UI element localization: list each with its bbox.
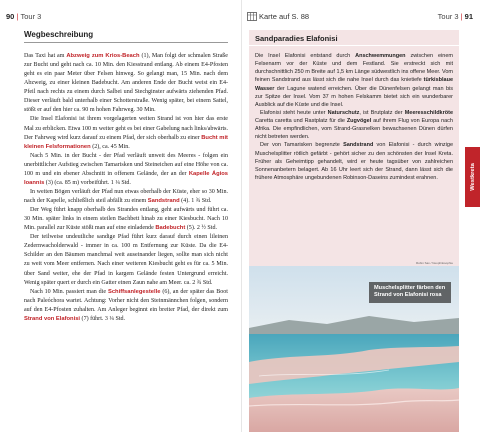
highlighted-term: Bucht mit kleinen Felsformationen [24,134,228,150]
beach-photo [249,266,459,432]
info-box-paragraph [255,141,453,182]
paragraph-text: Nach 5 Min. in der Bucht - der Pfad verläuft unweit des Meeres - folgen ein unerbittlicher Aufstieg zwischen Tamarisken und Steineichen auf eine Höhe von ca. 100 m und ein ebener Abschnitt in offenem Gelände, der an der [24,152,228,177]
route-description-paragraph [24,52,228,115]
highlighted-term: Kapelle Ágios Ioannis [24,170,228,186]
paragraph-text: Die Insel Elafonisi ist ihrem vorgelagerten weiten Strand ist von hier das erste Mal zu erblicken. Etwa 100 m weiter geht es bei einer Gabelung nach links/abwärts. Der Fahrweg wird kurz darauf zu einem Pfad, der sich oberhalb zu einer [24,116,229,141]
paragraph-text: (1), Man folgt der schmalen Straße zur Bucht und geht nach ca. 10 Min. den Kiesstrand entlang. Ab einem E4-Pfosten geht es ein paar Meter über Felsen hinweg. So gelangt man, 15 Min. nach dem Abzweig, zu einer kleinen Badebucht. Am anderen Ende der Bucht weist ein E4-Pfeil nach rechts zu einem durch Salbei und Stechginster aufwärts ziehenden Pfad. Dieser verläuft bald unterhalb einer Schotterstraße. Wenig später, bei einem Sattel, stößt er auf den hier ca. 90 m hohen Fahrweg. 30 Min. [24,53,228,114]
photo-credit: Robin Sax / Neophilosophie [415,261,453,265]
right-page-number: 91 [464,12,473,21]
paragraph-text: , ist Brutplatz der [359,109,405,116]
highlighted-term: Sandstrand [343,142,374,149]
highlighted-term: Anschwemmungen [355,53,406,59]
highlighted-term: türkisblaue Wasser [255,77,453,92]
highlighted-term: Strand von Elafonisi [24,315,81,322]
map-reference-text: Karte auf S. 88 [259,12,310,21]
paragraph-text: Der von Tamarisken begrenzte [260,142,344,149]
route-description-paragraph [24,233,228,287]
left-page-number: 90 [6,12,15,21]
paragraph-text: der Lagune watend erreichen. Über die Dünenfelsen gelangt man bis zur Spitze der Insel. Vom 37 m hohen Felskamm bietet sich ein wunderbarer Ausblick auf die Küste und die Insel. [255,85,453,108]
highlighted-term: Abzweig zum Krios-Beach [66,53,140,59]
paragraph-text: (3) (ca. 85 m) vorbeiführt. 1 ¼ Std. [44,179,131,186]
info-box-heading: Sandparadies Elafonisi [249,30,459,46]
photo-caption: Muschelsplitter färben den Strand von Elafonisi rosa [369,282,451,303]
info-box-paragraph [255,109,453,142]
map-icon [247,12,257,21]
paragraph-text: zwischen einem Felsenarm vor der Küste und dem Festland. Sie erstreckt sich mit durchschnittlich 250 m Breite auf 1,5 km Länge südwestlich ins offene Meer. Vom feinen Sandstrand aus lässt sich die nahe Insel durch das knietiefe [255,53,453,84]
paragraph-text: (5). 2 ½ Std. [185,225,218,232]
info-box-paragraph [255,52,453,109]
paragraph-text: von Elafonisi - durch winzige Muschelsplitter rötlich gefärbt - gehört sicher zu den schönsten der Insel Kreta. Früher als Geheimtipp gehandelt, wird er heute tagsüber von zahlreichen Sonnenanbetern belagert. Ab 16 Uhr leert sich der Strand, dann lässt sich die frühere Atmosphäre ungebundenen Robinson-Daseins zumindest erahnen. [255,142,454,181]
highlighted-term: Naturschutz [327,109,360,116]
paragraph-text: Das Taxi hat am [24,53,67,59]
paragraph-text: Caretta caretta und Rastplatz für die [255,118,347,124]
route-description-text [24,52,228,324]
route-description-paragraph [24,152,228,188]
route-description-column [24,30,228,324]
info-box-elafonisi [249,30,459,432]
left-section-label: Tour 3 [20,12,42,21]
paragraph-text: (6), an der später das Boot nach Paleóchora wartet. Achtung: Vorher nicht den Steinmännchen folgen, sondern auf den E4-Pfosten zuhalten. Am Anleger beginnt ein breiter Pfad, der direkt zum [24,288,228,313]
header-separator: | [16,12,19,21]
paragraph-text: Elafonisi steht heute unter [260,109,328,116]
paragraph-text: Nach 10 Min. passiert man die [30,288,108,295]
route-description-paragraph [24,206,228,233]
paragraph-text: (4). 1 ¾ Std. [179,198,212,204]
highlighted-term: Meeresschildkröte [404,109,454,116]
paragraph-text: In weiten Bögen verläuft der Pfad nun etwas oberhalb der Küste, eher so 30 Min. nach der Kapelle, schließlich steil abfällt zu einem [24,188,228,204]
route-description-paragraph [24,188,228,206]
highlighted-term: Sandstrand [147,198,180,204]
paragraph-text: (7) führt. 3 ¼ Std. [80,315,126,322]
right-page-header [438,12,473,21]
route-description-paragraph [24,115,228,151]
left-page-header [6,12,41,21]
paragraph-text: Der Weg führt knapp oberhalb des Strandes entlang, geht aufwärts und führt ca. 30 Min. später links in einem steilen Bachbett hinab zu einer Kiesbucht. Nach 10 Min. parallel zur Küste stößt man auf eine einladende [24,207,228,232]
region-side-tab-label: Westkreta [469,163,476,191]
header-separator: | [460,12,463,21]
right-section-label: Tour 3 [437,12,459,21]
page-gutter [241,0,242,432]
paragraph-text: auf ihrem Flug von Europa nach Afrika. Die empfindlichen, vom Strand-Grasnelken bewachsenen Dünen dürfen nicht betreten werden. [255,118,453,141]
paragraph-text: (2), ca. 45 Min. [90,143,130,150]
info-box-text [249,52,459,182]
highlighted-term: Schiffsanlegestelle [107,288,161,295]
highlighted-term: Badebucht [155,225,186,232]
map-reference [247,12,309,21]
paragraph-text: Die Insel Elafonisi entstand durch [255,53,356,59]
route-description-paragraph [24,288,228,324]
highlighted-term: Zugvögel [346,118,372,124]
region-side-tab [465,147,480,207]
paragraph-text: Der teilweise undeutliche sandige Pfad führt kurz darauf durch einen lileinen Zedernwacholderwald - immer in ca. 100 m Entfernung zur Küste. Da die E4-Schilder an den Bäumen manchmal weit auseinander liegen, sollte man sich nicht zu weit vom Meer entfernen. Nach einer weiteren Kiesbucht geht es für ca. 5 Min. über Sand weiter, ehe der Pfad in kargem Gelände festen Untergrund erreicht. Wenig später quert er durch ein Gatter einen Zaun nahe am Meer. ca. 2 ¾ Std. [24,234,228,286]
route-description-heading: Wegbeschreibung [24,30,228,43]
